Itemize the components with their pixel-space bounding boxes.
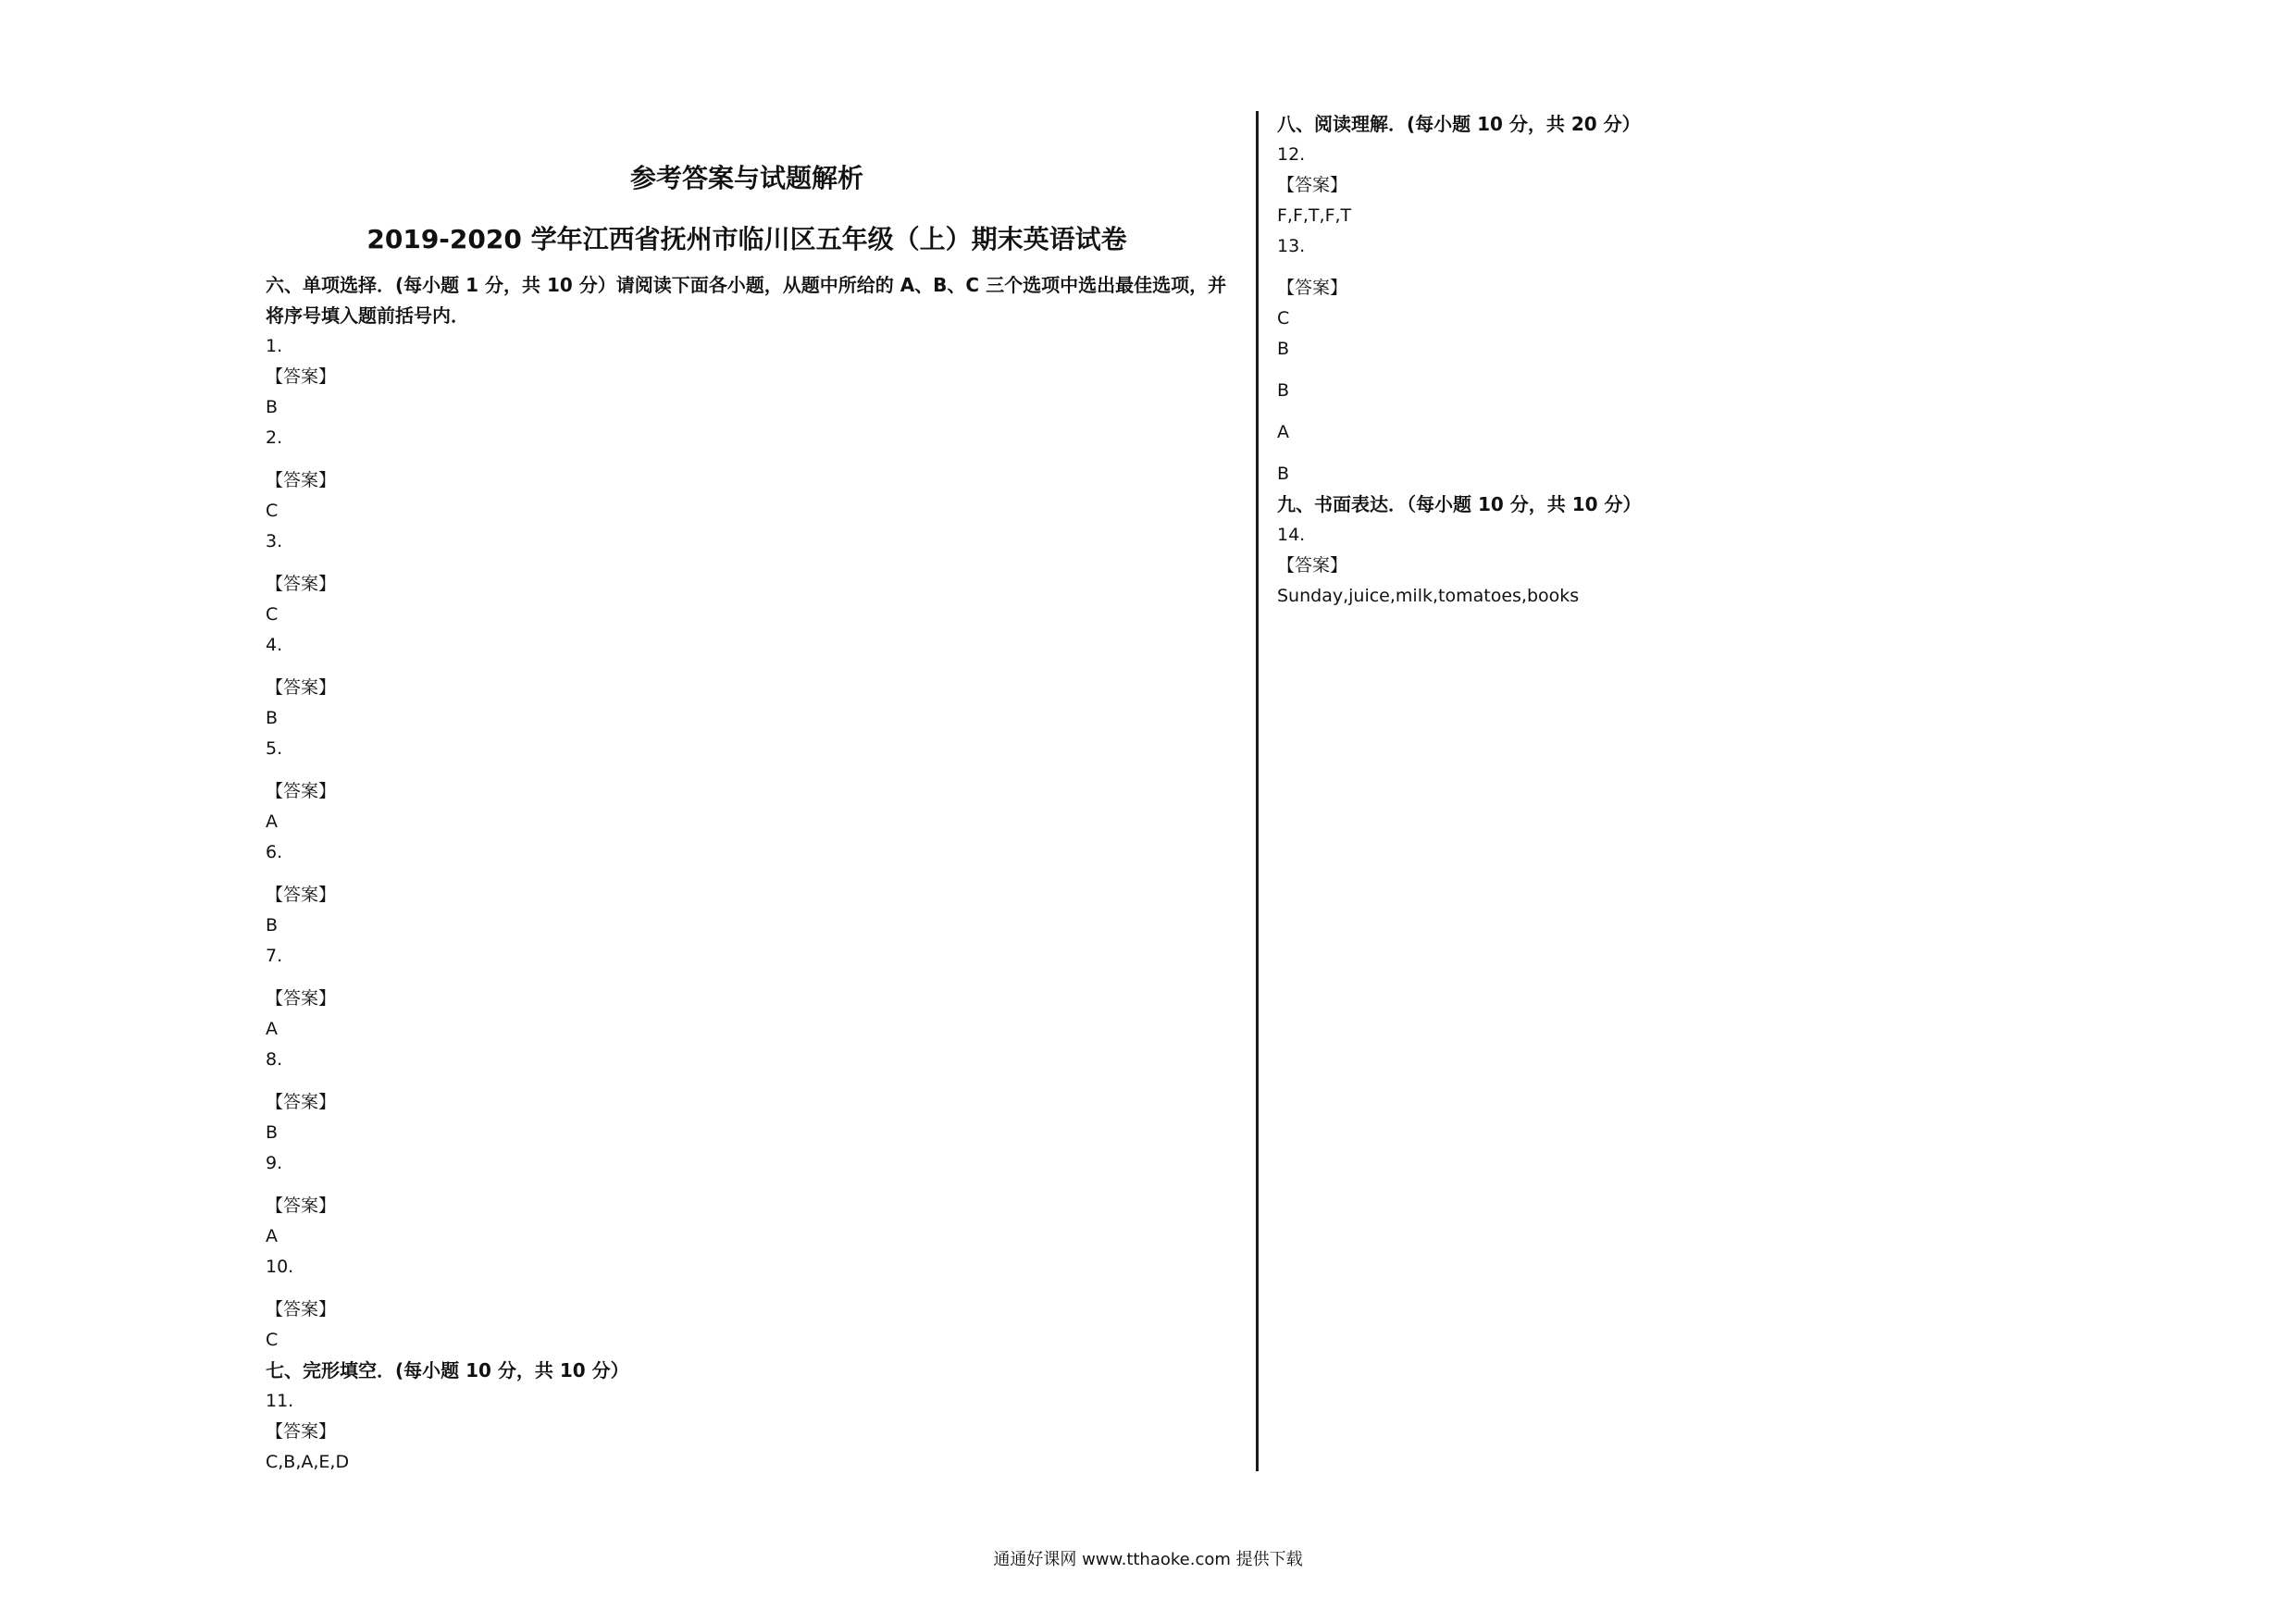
question-number: 11. — [266, 1391, 294, 1411]
answer-label: 【答案】 — [1277, 175, 1348, 195]
answer-label: 【答案】 — [266, 781, 337, 801]
answer-value: C — [266, 501, 279, 521]
answer-label: 【答案】 — [266, 366, 337, 387]
question-number: 13. — [1277, 236, 1306, 256]
answer-value: B — [1277, 339, 1290, 359]
section-6-items — [266, 331, 1228, 1356]
answer-label: 【答案】 — [266, 885, 337, 905]
answer-label: 【答案】 — [266, 1299, 337, 1319]
answer-value: B — [1277, 464, 1290, 484]
question-number: 9. — [266, 1153, 283, 1173]
section-9-items — [1277, 520, 1980, 612]
question-number: 6. — [266, 842, 283, 862]
section-9-heading: 九、书面表达．（每小题 10 分，共 10 分） — [1277, 493, 1642, 515]
answer-value: B — [1277, 380, 1290, 401]
question-number: 7. — [266, 946, 283, 966]
right-column — [1277, 109, 1980, 612]
answer-value: C — [1277, 308, 1290, 328]
left-column — [266, 157, 1228, 1478]
section-8-heading: 八、阅读理解．(每小题 10 分，共 20 分） — [1277, 113, 1641, 135]
answer-label: 【答案】 — [266, 1196, 337, 1216]
answer-value: A — [266, 1226, 278, 1246]
question-number: 1. — [266, 336, 283, 356]
answer-value: B — [266, 397, 279, 417]
column-divider — [1256, 111, 1259, 1471]
answer-label: 【答案】 — [266, 677, 337, 698]
question-number: 8. — [266, 1049, 283, 1070]
question-number: 4. — [266, 635, 283, 655]
answer-value: B — [266, 708, 279, 728]
answer-value: F,F,T,F,T — [1277, 205, 1352, 226]
answer-label: 【答案】 — [266, 1092, 337, 1112]
answer-label: 【答案】 — [266, 574, 337, 594]
answer-value: C — [266, 1330, 279, 1350]
answer-label: 【答案】 — [266, 988, 337, 1009]
question-number: 14. — [1277, 525, 1306, 545]
answer-value: A — [266, 812, 278, 832]
section-7-items — [266, 1386, 1228, 1478]
page-footer: 通通好课网 www.tthaoke.com 提供下载 — [993, 1550, 1303, 1569]
answer-value: A — [266, 1019, 278, 1039]
answer-label: 【答案】 — [266, 470, 337, 490]
answer-value: B — [266, 915, 279, 935]
answer-value: A — [1277, 422, 1289, 442]
question-number: 2. — [266, 427, 283, 448]
answer-value: C — [266, 604, 279, 625]
answer-value: Sunday,juice,milk,tomatoes,books — [1277, 586, 1580, 606]
answer-value: C,B,A,E,D — [266, 1452, 350, 1472]
section-6-heading: 六、单项选择．(每小题 1 分，共 10 分）请阅读下面各小题，从题中所给的 A、B、C 三个选项中选出最佳选项，并将序号填入题前括号内． — [266, 274, 1227, 327]
answer-label: 【答案】 — [1277, 278, 1348, 298]
question-number: 5. — [266, 738, 283, 759]
document-title: 参考答案与试题解析 — [629, 163, 863, 193]
document-subtitle: 2019-2020 学年江西省抚州市临川区五年级（上）期末英语试卷 — [366, 224, 1127, 254]
section-7-heading: 七、完形填空．(每小题 10 分，共 10 分） — [266, 1359, 629, 1381]
question-number: 12. — [1277, 144, 1306, 165]
question-number: 3. — [266, 531, 283, 551]
section-8-items — [1277, 140, 1980, 489]
answer-value: B — [266, 1122, 279, 1143]
question-number: 10. — [266, 1257, 294, 1277]
answer-label: 【答案】 — [266, 1421, 337, 1442]
answer-label: 【答案】 — [1277, 555, 1348, 576]
